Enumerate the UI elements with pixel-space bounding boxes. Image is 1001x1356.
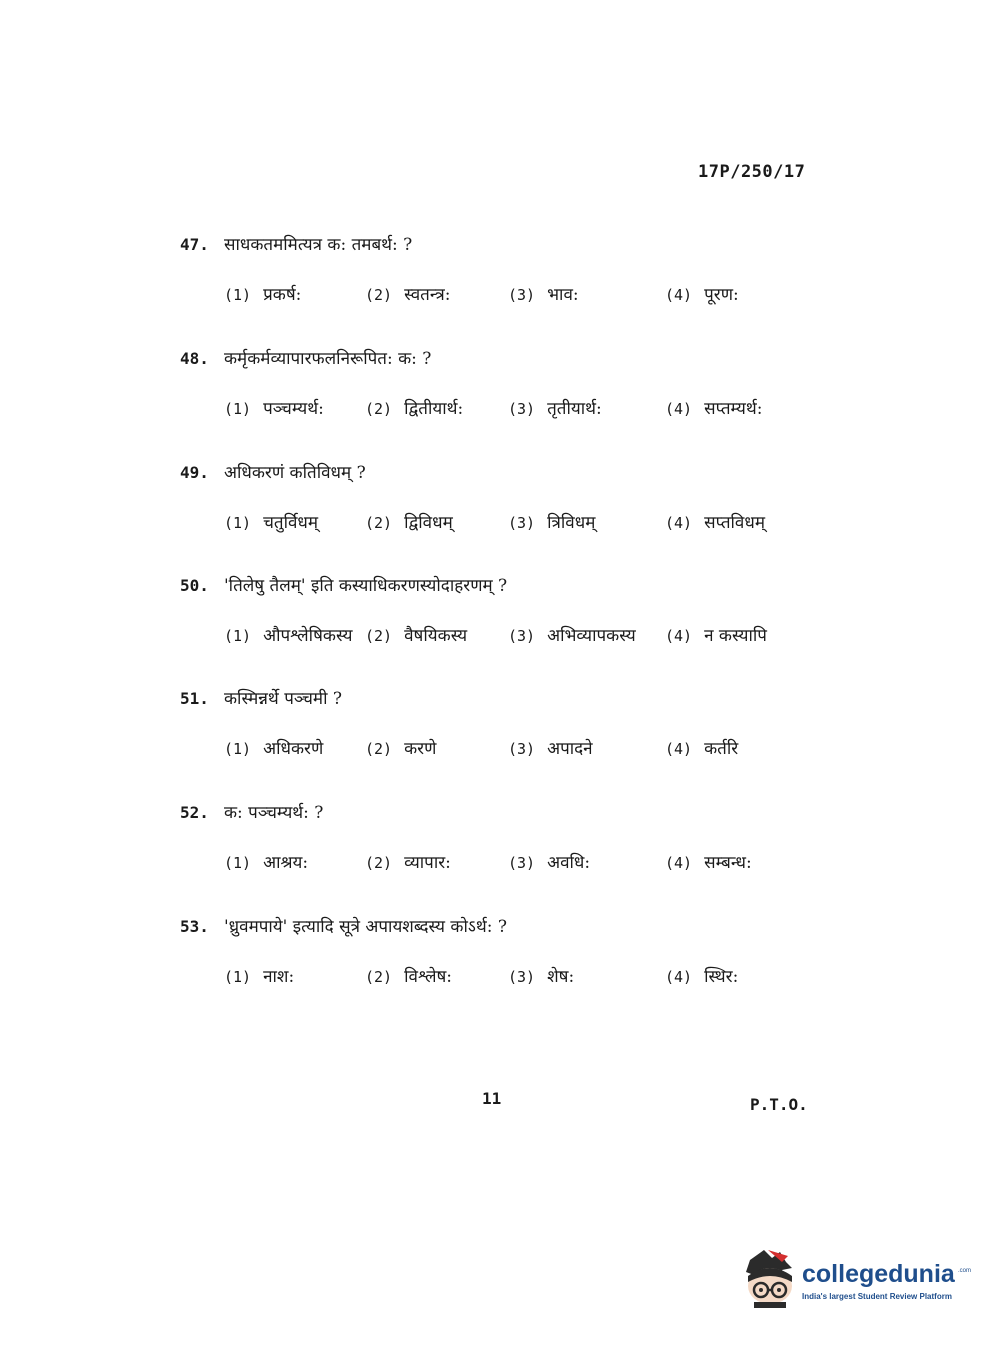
option-3 xyxy=(508,510,595,533)
option-text: द्वितीयार्थ: xyxy=(404,399,464,419)
option-2 xyxy=(365,623,467,646)
option-number: (3) xyxy=(508,514,536,532)
option-text: तृतीयार्थ: xyxy=(547,399,602,419)
option-text: स्वतन्त्र: xyxy=(404,285,451,305)
brand-text: collegedunia xyxy=(802,1260,955,1288)
option-number: (3) xyxy=(508,740,536,758)
options-row xyxy=(180,736,820,766)
question-47 xyxy=(180,232,820,312)
option-1 xyxy=(224,736,323,759)
question-text: क: पञ्चम्यर्थ: ? xyxy=(224,803,324,823)
brand-suffix: .com xyxy=(958,1268,972,1274)
option-text: सम्बन्ध: xyxy=(704,853,752,873)
option-4 xyxy=(665,623,767,646)
question-text: 'तिलेषु तैलम्' इति कस्याधिकरणस्योदाहरणम् ? xyxy=(224,576,508,596)
question-number: 48. xyxy=(180,349,209,368)
option-4 xyxy=(665,282,739,305)
question-52 xyxy=(180,800,820,880)
option-number: (1) xyxy=(224,740,252,758)
option-number: (4) xyxy=(665,400,693,418)
options-row xyxy=(180,510,820,540)
option-1 xyxy=(224,510,318,533)
option-text: त्रिविधम् xyxy=(547,513,596,533)
brand-tagline: India's largest Student Review Platform xyxy=(802,1292,952,1301)
option-number: (2) xyxy=(365,400,393,418)
option-text: औपश्लेषिकस्य xyxy=(263,626,353,646)
options-row xyxy=(180,964,820,994)
option-1 xyxy=(224,396,324,419)
option-number: (4) xyxy=(665,627,693,645)
option-2 xyxy=(365,510,453,533)
option-1 xyxy=(224,623,352,646)
option-4 xyxy=(665,736,738,759)
option-text: पञ्चम्यर्थ: xyxy=(263,399,324,419)
option-number: (3) xyxy=(508,400,536,418)
option-4 xyxy=(665,396,763,419)
option-4 xyxy=(665,964,738,987)
option-number: (2) xyxy=(365,854,393,872)
options-row xyxy=(180,282,820,312)
option-number: (1) xyxy=(224,400,252,418)
question-51 xyxy=(180,686,820,766)
option-text: कर्तरि xyxy=(704,739,739,759)
option-text: चतुर्विधम् xyxy=(263,513,319,533)
question-number: 52. xyxy=(180,803,209,822)
option-text: शेष: xyxy=(547,967,575,987)
option-number: (4) xyxy=(665,968,693,986)
option-2 xyxy=(365,282,451,305)
option-text: न कस्यापि xyxy=(704,626,767,646)
option-text: अभिव्यापकस्य xyxy=(547,626,636,646)
option-4 xyxy=(665,850,752,873)
option-text: करणे xyxy=(404,739,437,759)
options-row xyxy=(180,623,820,653)
option-text: आश्रय: xyxy=(263,853,309,873)
option-number: (1) xyxy=(224,968,252,986)
option-text: विश्लेष: xyxy=(404,967,453,987)
option-number: (4) xyxy=(665,740,693,758)
option-3 xyxy=(508,396,602,419)
question-50 xyxy=(180,573,820,653)
option-text: पूरण: xyxy=(704,285,739,305)
collegedunia-watermark xyxy=(742,1246,972,1316)
option-number: (2) xyxy=(365,968,393,986)
page-number: 11 xyxy=(482,1089,502,1108)
option-text: अधिकरणे xyxy=(263,739,324,759)
option-number: (1) xyxy=(224,854,252,872)
option-number: (3) xyxy=(508,627,536,645)
question-number: 50. xyxy=(180,576,209,595)
option-text: स्थिर: xyxy=(704,967,739,987)
option-number: (3) xyxy=(508,968,536,986)
option-number: (4) xyxy=(665,286,693,304)
question-49 xyxy=(180,460,820,540)
option-number: (4) xyxy=(665,514,693,532)
question-number: 47. xyxy=(180,235,209,254)
option-3 xyxy=(508,850,590,873)
option-number: (2) xyxy=(365,286,393,304)
option-text: प्रकर्ष: xyxy=(263,285,302,305)
option-text: द्विविधम् xyxy=(404,513,453,533)
option-number: (1) xyxy=(224,627,252,645)
question-53 xyxy=(180,914,820,994)
question-number: 51. xyxy=(180,689,209,708)
option-1 xyxy=(224,850,308,873)
option-number: (2) xyxy=(365,627,393,645)
option-text: नाश: xyxy=(263,967,295,987)
question-48 xyxy=(180,346,820,426)
option-text: वैषयिकस्य xyxy=(404,626,468,646)
option-3 xyxy=(508,736,593,759)
option-2 xyxy=(365,736,436,759)
option-number: (1) xyxy=(224,286,252,304)
option-number: (4) xyxy=(665,854,693,872)
question-number: 53. xyxy=(180,917,209,936)
option-number: (2) xyxy=(365,514,393,532)
option-3 xyxy=(508,964,574,987)
option-number: (3) xyxy=(508,854,536,872)
option-text: अवधि: xyxy=(547,853,591,873)
option-4 xyxy=(665,510,765,533)
option-1 xyxy=(224,964,294,987)
option-number: (1) xyxy=(224,514,252,532)
option-2 xyxy=(365,396,463,419)
question-text: साधकतममित्यत्र क: तमबर्थ: ? xyxy=(224,235,413,255)
question-number: 49. xyxy=(180,463,209,482)
option-text: सप्तविधम् xyxy=(704,513,765,533)
option-3 xyxy=(508,623,636,646)
collegedunia-logo-icon xyxy=(742,1246,972,1316)
option-number: (2) xyxy=(365,740,393,758)
question-text: अधिकरणं कतिविधम् ? xyxy=(224,463,366,483)
option-1 xyxy=(224,282,301,305)
option-2 xyxy=(365,964,452,987)
options-row xyxy=(180,850,820,880)
option-2 xyxy=(365,850,451,873)
option-text: व्यापार: xyxy=(404,853,451,873)
paper-code: 17P/250/17 xyxy=(698,162,806,182)
question-text: कर्मृकर्मव्यापारफलनिरूपित: क: ? xyxy=(224,349,432,369)
question-text: कस्मिन्नर्थे पञ्चमी ? xyxy=(224,689,343,709)
option-text: सप्तम्यर्थ: xyxy=(704,399,763,419)
option-number: (3) xyxy=(508,286,536,304)
option-text: भाव: xyxy=(547,285,579,305)
option-text: अपादने xyxy=(547,739,593,759)
options-row xyxy=(180,396,820,426)
question-text: 'ध्रुवमपाये' इत्यादि सूत्रे अपायशब्दस्य कोऽर्थ: ? xyxy=(224,917,507,937)
option-3 xyxy=(508,282,579,305)
pto-label: P.T.O. xyxy=(750,1095,808,1114)
